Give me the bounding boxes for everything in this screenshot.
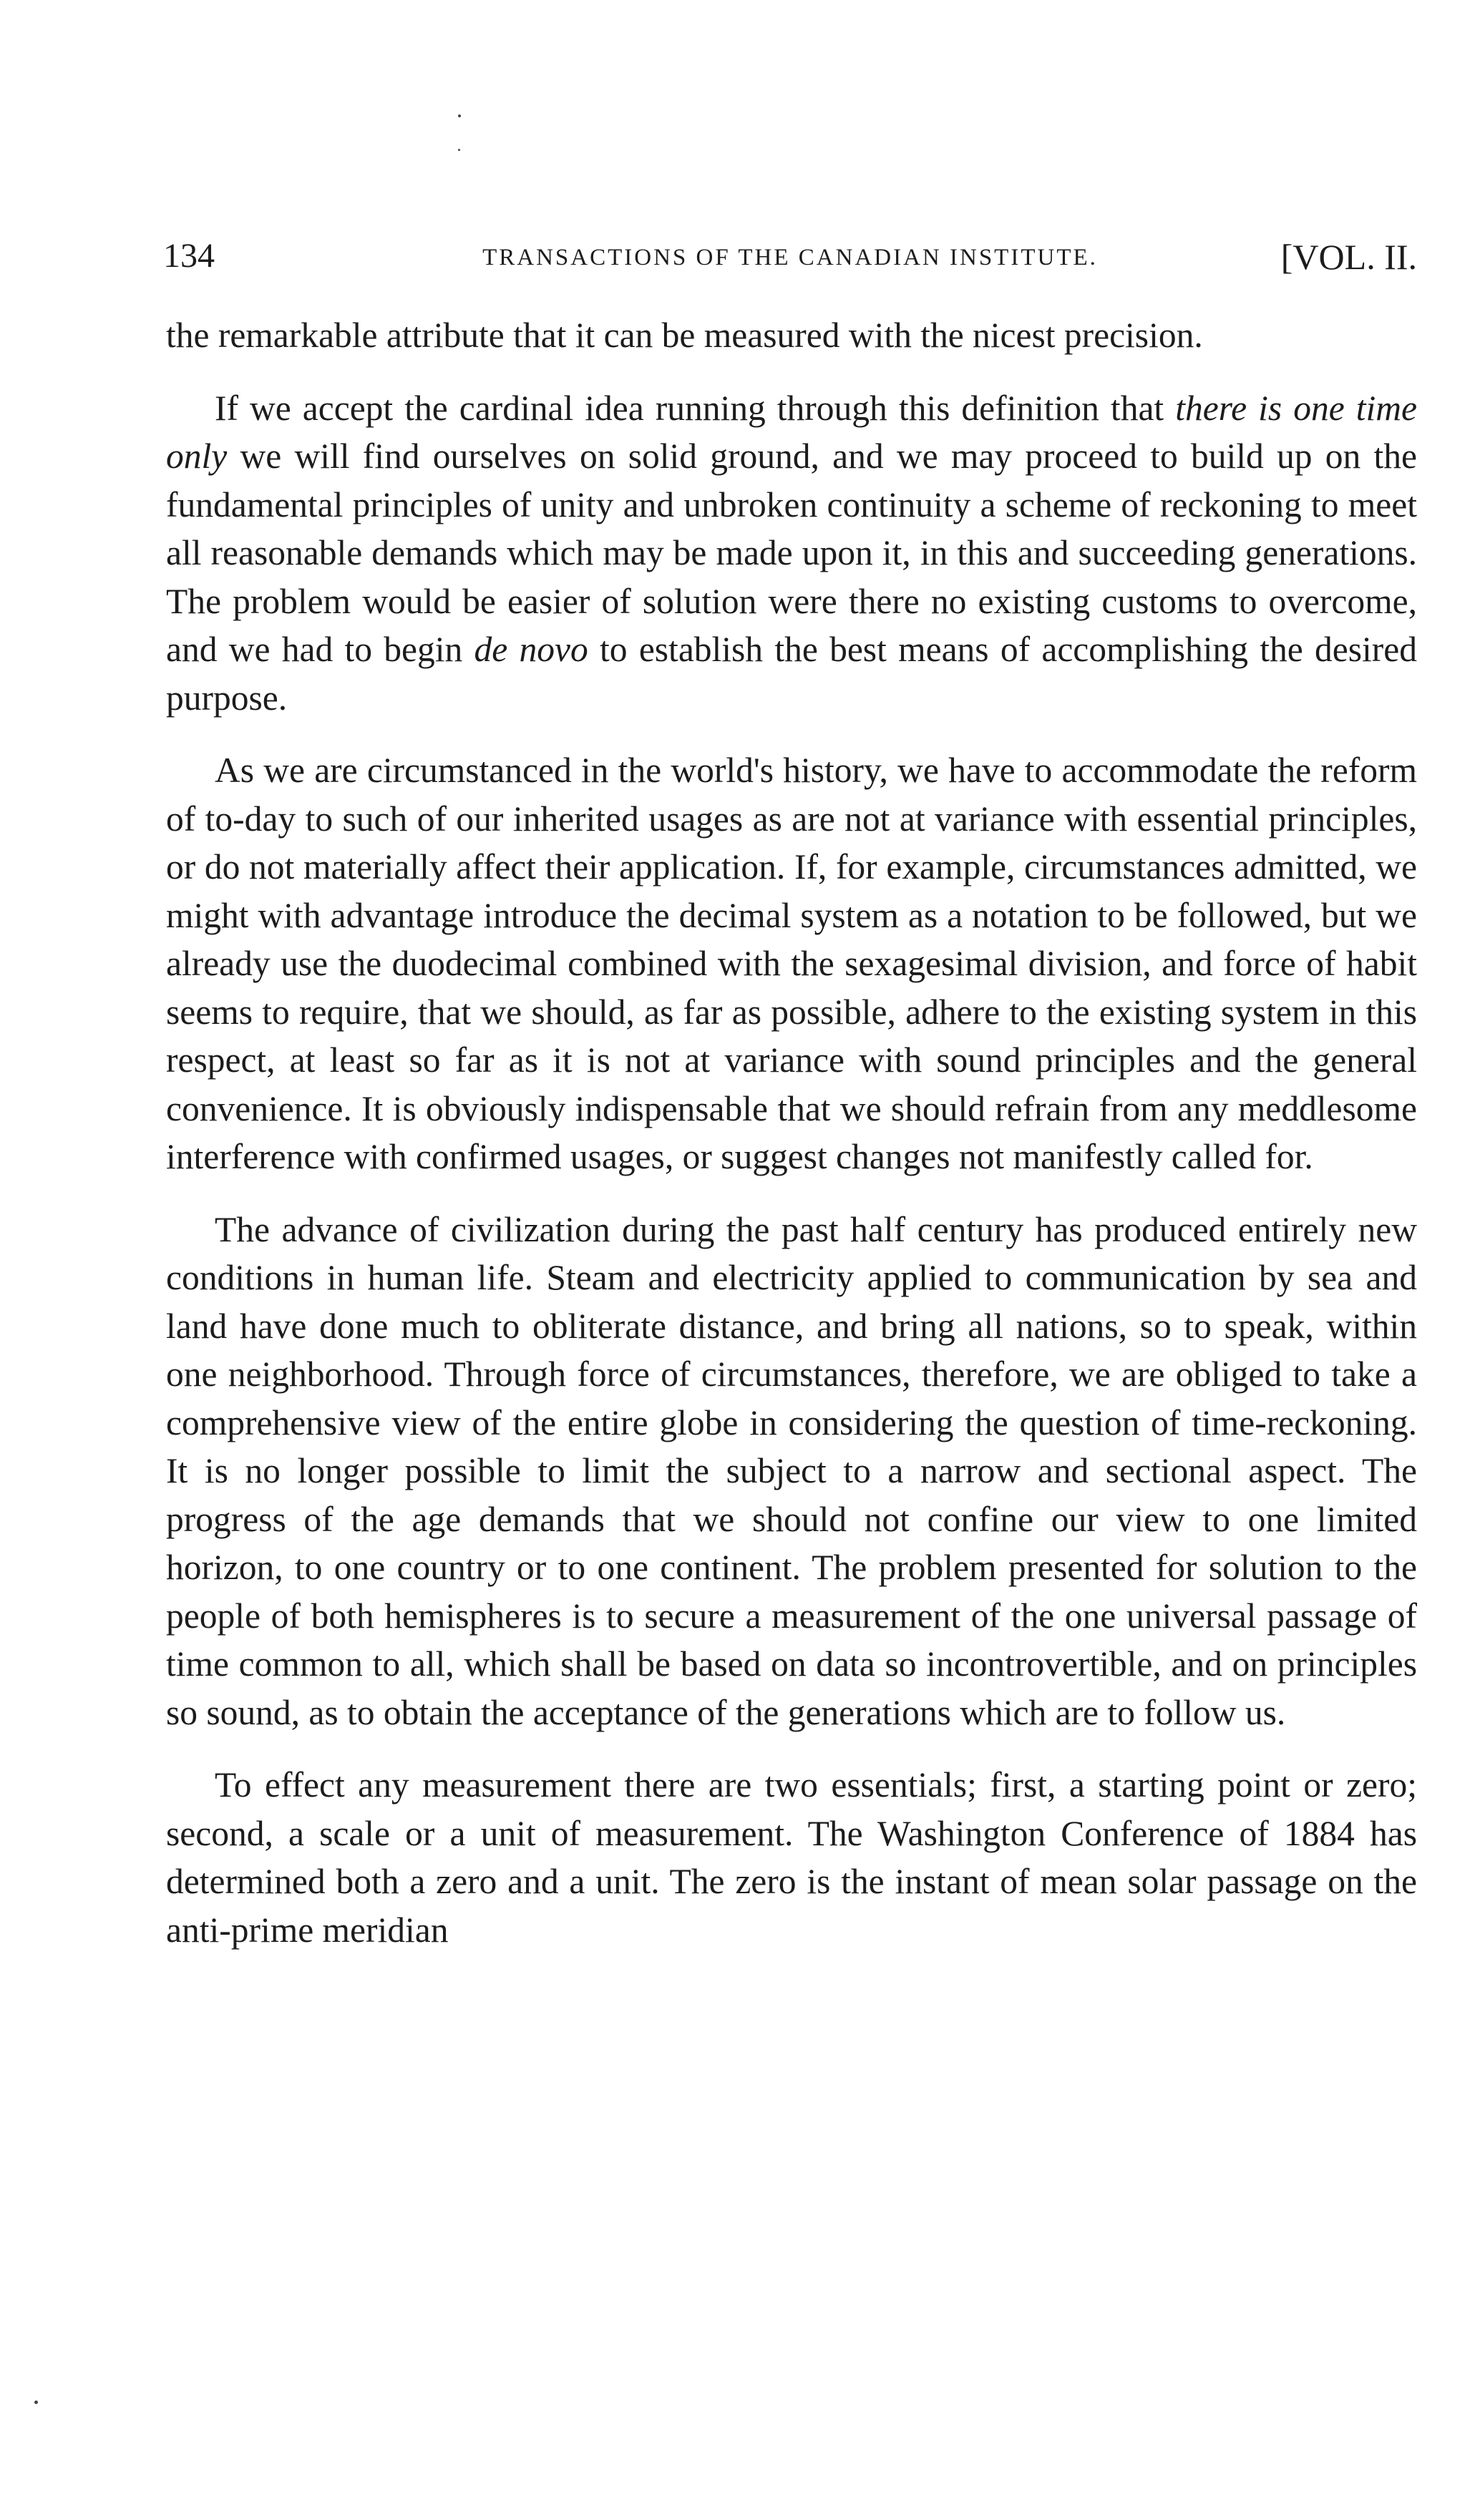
scan-speck (458, 149, 460, 151)
latin-phrase: de novo (474, 630, 588, 669)
page-number: 134 (163, 237, 215, 275)
paragraph-definition (166, 384, 1417, 723)
emphasis-text: there is one time only (166, 388, 1417, 476)
volume-label: [VOL. II. (1280, 237, 1417, 277)
page-header (163, 236, 1417, 286)
scan-speck (34, 2401, 38, 2404)
scan-speck (458, 114, 461, 117)
paragraph-continued: the remarkable attribute that it can be measured with the nicest precision. (166, 316, 1203, 355)
page-body (166, 311, 1417, 1954)
paragraph-usages: As we are circumstanced in the world's history, we have to accommodate the reform of to-day to such of our inherited usages as are not at variance with essential principles, or do not materially affect their application. If, for example, circumstances admitted, we might with advantage introduce the decimal system as a notation to be followed, but we already use the duodecimal combined with the sexagesimal division, and force of habit seems to require, that we should, as far as possible, adhere to the existing system in this respect, at least so far as it is not at variance with sound principles and the general convenience. It is obviously indispensable that we should refrain from any meddlesome interference with confirmed usages, or suggest changes not manifestly called for. (166, 751, 1417, 1176)
paragraph-text: If we accept the cardinal idea running through this definition that (215, 388, 1164, 428)
paragraph-civilization: The advance of civilization during the past half century has produced entirely new conditions in human life. Steam and electricity applied to communication by sea and land have done much to obliterate distance, and bring all nations, so to speak, within one neighborhood. Through force of circumstances, therefore, we are obliged to take a comprehensive view of the entire globe in considering the question of time-reckoning. It is no longer possible to limit the subject to a narrow and sectional aspect. The progress of the age demands that we should not confine our view to one limited horizon, to one country or to one continent. The problem presented for solution to the people of both hemispheres is to secure a measurement of the one universal passage of time common to all, which shall be based on data so incontrovertible, and on principles so sound, as to obtain the acceptance of the generations which are to follow us. (166, 1209, 1417, 1732)
paragraph-text: to establish the best means of accomplishing the desired purpose. (166, 630, 1418, 718)
paragraph-measurement: To effect any measurement there are two essentials; first, a starting point or zero; second, a scale or a unit of measurement. The Washington Conference of 1884 has determined both a zero and a unit. The zero is the instant of mean solar passage on the anti-prime meridian (166, 1765, 1417, 1950)
paragraph-text: we will find ourselves on solid ground, and we may proceed to build up on the fundamental principles of unity and unbroken continuity a scheme of reckoning to meet all reasonable demands which may be made upon it, in this and succeeding generations. The problem would be easier of solution were there no existing customs to overcome, and we had to begin (166, 436, 1417, 669)
running-title: TRANSACTIONS OF THE CANADIAN INSTITUTE. (482, 245, 1098, 270)
